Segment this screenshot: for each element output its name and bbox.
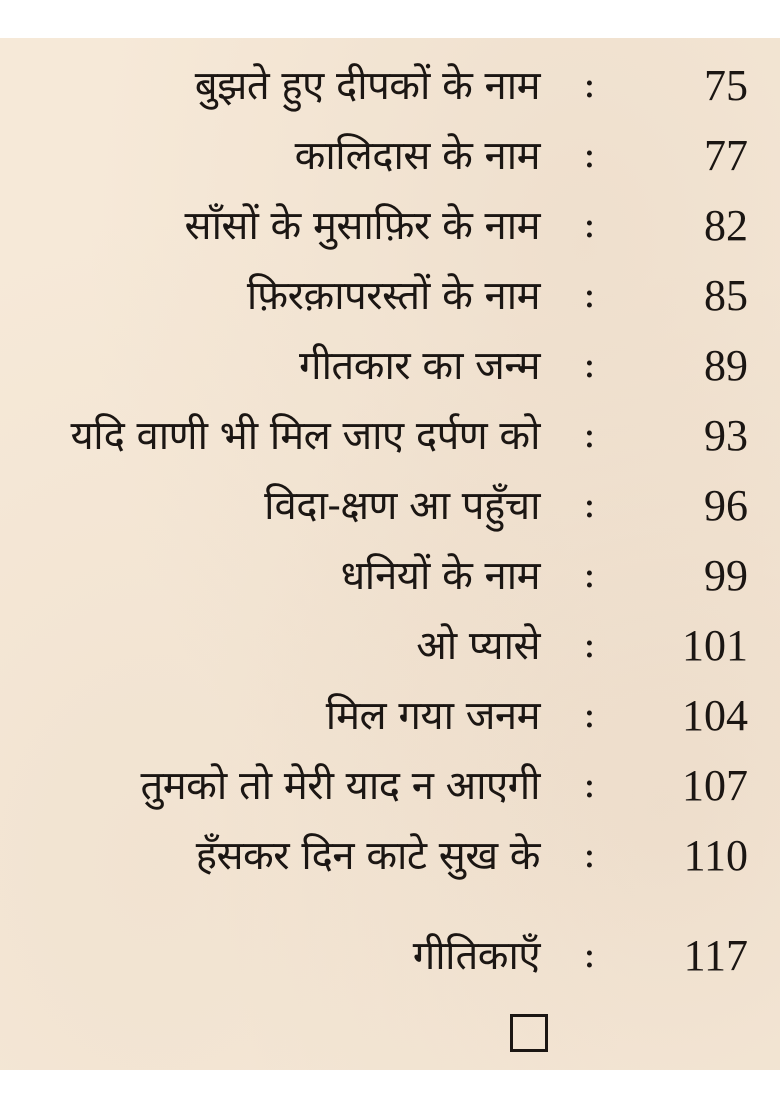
toc-entry-title: बुझते हुए दीपकों के नाम (194, 63, 540, 109)
toc-page-number: 110 (683, 831, 748, 880)
book-page (0, 38, 780, 1070)
toc-entry-title: फ़िरक़ापरस्तों के नाम (246, 273, 540, 319)
toc-entry-title: मिल गया जनम (325, 693, 540, 739)
toc-entry (0, 926, 780, 986)
toc-separator: : (583, 132, 596, 176)
toc-separator: : (583, 832, 596, 876)
toc-entry-title: धनियों के नाम (340, 553, 540, 599)
toc-entry-title: गीतकार का जन्म (299, 343, 540, 389)
toc-entry-title: ओ प्यासे (416, 623, 540, 669)
toc-entry (0, 826, 780, 886)
toc-entry-title: गीतिकाएँ (412, 933, 540, 979)
toc-separator: : (583, 272, 596, 316)
toc-page-number: 77 (704, 131, 748, 180)
toc-page-number: 101 (682, 621, 748, 670)
toc-entry (0, 266, 780, 326)
toc-entry-title: यदि वाणी भी मिल जाए दर्पण को (70, 413, 540, 459)
toc-page-number: 99 (704, 551, 748, 600)
toc-separator: : (583, 342, 596, 386)
toc-entry (0, 56, 780, 116)
toc-separator: : (583, 762, 596, 806)
toc-entry-title: हँसकर दिन काटे सुख के (195, 833, 540, 879)
toc-separator: : (583, 692, 596, 736)
toc-page-number: 117 (683, 931, 748, 980)
toc-separator: : (583, 932, 596, 976)
toc-page-number: 93 (704, 411, 748, 460)
toc-entry (0, 756, 780, 816)
toc-separator: : (583, 62, 596, 106)
toc-entry (0, 196, 780, 256)
toc-entry (0, 406, 780, 466)
toc-separator: : (583, 412, 596, 456)
toc-separator: : (583, 622, 596, 666)
toc-separator: : (583, 552, 596, 596)
toc-page-number: 82 (704, 201, 748, 250)
toc-entry (0, 546, 780, 606)
toc-entry-title: विदा-क्षण आ पहुँचा (264, 483, 540, 529)
toc-page-number: 96 (704, 481, 748, 530)
toc-entry (0, 686, 780, 746)
toc-separator: : (583, 482, 596, 526)
toc-separator: : (583, 202, 596, 246)
toc-entry-title: तुमको तो मेरी याद न आएगी (140, 763, 540, 809)
toc-page-number: 89 (704, 341, 748, 390)
toc-entry (0, 616, 780, 676)
toc-page-number: 107 (682, 761, 748, 810)
toc-entry (0, 476, 780, 536)
toc-page-number: 85 (704, 271, 748, 320)
toc-entry-title: कालिदास के नाम (294, 133, 540, 179)
toc-entry-title: साँसों के मुसाफ़िर के नाम (184, 203, 540, 249)
toc-entry (0, 126, 780, 186)
toc-page-number: 104 (682, 691, 748, 740)
toc-entry (0, 336, 780, 396)
toc-page-number: 75 (704, 61, 748, 110)
end-of-section-box (510, 1014, 548, 1052)
